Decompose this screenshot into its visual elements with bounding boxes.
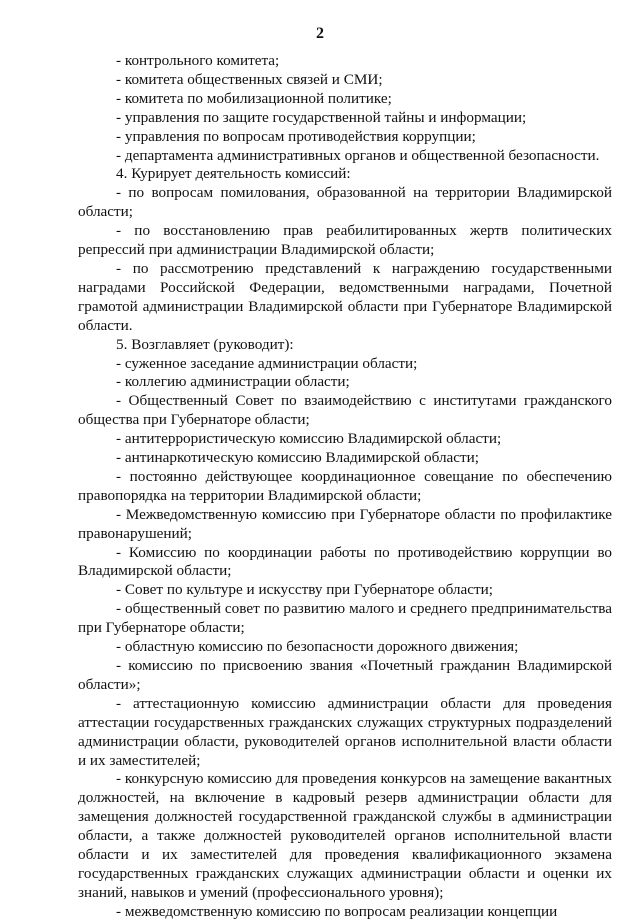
paragraph: - антинаркотическую комиссию Владимирской области; [116,449,480,467]
document-body [78,52,612,922]
paragraph: - комитета по мобилизационной политике; [116,89,392,107]
paragraph: - коллегию администрации области; [116,373,350,391]
paragraph: - по вопросам помилования, образованной на территории Владимирской области; [78,184,612,221]
paragraph: - областную комиссию по безопасности дорожного движения; [116,638,519,656]
paragraph: - Общественный Совет по взаимодействию с институтами гражданского общества при Губернаторе области; [78,392,612,429]
paragraph: - постоянно действующее координационное совещание по обеспечению правопорядка на территории Владимирской области; [78,467,612,504]
paragraph: 5. Возглавляет (руководит): [116,335,294,353]
paragraph: - комиссию по присвоению звания «Почетный гражданин Владимирской области»; [78,657,612,693]
paragraph: - аттестационную комиссию администрации области для проведения аттестации государственных гражданских служащих структурных подразделений администрации области, руководителей органов исполнительной власти области и их заместителей; [78,694,612,769]
paragraph: - управления по вопросам противодействия коррупции; [116,127,476,145]
paragraph: - конкурсную комиссию для проведения конкурсов на замещение вакантных должностей, на включение в кадровый резерв администрации области для замещения должностей государственной гражданской службы в администрации области, а также должностей руководителей органов исполнительной власти области и их заместителей для проведения квалификационного экзамена государственных гражданских служащих администрации области и оценки их знаний, навыков и умений (профессионального уровня); [78,770,612,901]
paragraph: - департамента административных органов и общественной безопасности. [116,146,600,164]
paragraph: 4. Курирует деятельность комиссий: [116,165,351,183]
paragraph: - контрольного комитета; [116,52,280,69]
paragraph: - по рассмотрению представлений к награждению государственными наградами Российской Федерации, ведомственными наградами, Почетной грамотой администрации Владимирской области при Губернаторе Владимирской области. [78,259,612,334]
paragraph: - антитеррористическую комиссию Владимирской области; [116,430,502,448]
paragraph: - комитета общественных связей и СМИ; [116,70,383,88]
paragraph: - по восстановлению прав реабилитированных жертв политических репрессий при администрации Владимирской области; [78,222,612,259]
paragraph: - суженное заседание администрации области; [116,354,418,372]
page-number: 2 [316,25,324,42]
paragraph: - Совет по культуре и искусству при Губернаторе области; [116,581,493,599]
paragraph: - Межведомственную комиссию при Губернаторе области по профилактике правонарушений; [78,505,612,542]
paragraph: - управления по защите государственной тайны и информации; [116,108,527,126]
paragraph: - межведомственную комиссию по вопросам реализации концепции [116,902,558,920]
paragraph: - Комиссию по координации работы по противодействию коррупции во Владимирской области; [78,543,612,580]
paragraph: - общественный совет по развитию малого и среднего предпринимательства при Губернаторе области; [78,600,612,637]
